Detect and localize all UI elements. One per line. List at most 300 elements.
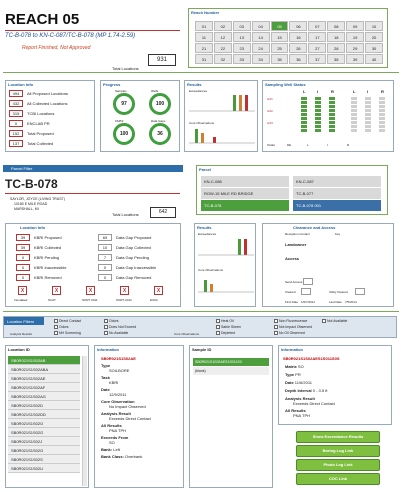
sws-cell bbox=[329, 109, 335, 112]
progress-label: Samples bbox=[115, 89, 127, 93]
sws-footer: DE bbox=[287, 143, 292, 147]
progress-circle: 100 bbox=[149, 93, 171, 115]
info-key: All Results bbox=[101, 423, 122, 428]
tc-title: TC-B-078 bbox=[5, 177, 58, 191]
location-info-label: All Proposed Locations bbox=[27, 91, 68, 96]
info1-id: SB0R021S1S02AE bbox=[101, 356, 136, 361]
reach-cell-24[interactable]: 24 bbox=[252, 43, 270, 53]
datagap-value: 10 bbox=[98, 244, 112, 251]
sampling-well-status-panel: Sampling Well Status L I R L I R GZ1 GZ2 GZ3 Totals DE L I R bbox=[262, 80, 394, 152]
parcel-item[interactable]: TC-B-078 bbox=[201, 200, 289, 211]
bar bbox=[233, 95, 236, 111]
sws-footer: I bbox=[327, 143, 328, 147]
reach-cell-33[interactable]: 33 bbox=[233, 54, 251, 64]
kbri-label: KBRI Removed bbox=[34, 275, 62, 280]
location-info2-panel: Location Info 39 KBRI Proposed 69 Data Gap Proposed 39 KBRI Collected 10 Data Gap Collected 0 KBRI Pending 7 Data Gap Pending 0 KBRI Inaccessible 0 Data Gap Inaccessible 0 KBRI Removed 0 Data Gap Removed X Inundated X SCAT X SORT 2011 X SORT 2012 X EVAC bbox=[5, 223, 181, 307]
filter-checkbox[interactable] bbox=[216, 319, 234, 323]
location-id-item[interactable]: SB0R021S1S02S bbox=[8, 455, 80, 464]
sws-cell bbox=[365, 113, 371, 116]
filter-label: No Available bbox=[108, 331, 129, 335]
clearance-panel: Clearance and Access Reception Contact Key Landowner Access Send Access Cleared Utility Cleared First Date 1/6/7/2011 Last Date 7/5/2014 bbox=[262, 223, 394, 307]
exceedances-chart2 bbox=[198, 237, 254, 259]
bar bbox=[245, 95, 248, 111]
sws-cell bbox=[315, 109, 321, 112]
filter-label: Sable Sheen bbox=[220, 325, 242, 329]
utility-cleared-box bbox=[355, 288, 365, 295]
reach-cell-13[interactable]: 13 bbox=[233, 32, 251, 42]
info-key: Matrix bbox=[285, 364, 298, 369]
sws-cell bbox=[365, 97, 371, 100]
location-id-item[interactable]: SB0R021S1S02O bbox=[8, 419, 80, 428]
sws-footer: Totals bbox=[267, 143, 275, 147]
reach-cell-35[interactable]: 35 bbox=[271, 54, 289, 64]
info-field bbox=[285, 380, 312, 385]
filter-label: Not Impact Observed bbox=[278, 325, 313, 329]
filter-label: NH Screening bbox=[58, 331, 81, 335]
first-date-label: First Date bbox=[285, 300, 299, 304]
parcel-item[interactable]: ROW-15 MILE RD BRIDGE bbox=[201, 188, 289, 199]
info-key: Analysis Result bbox=[285, 396, 315, 401]
sws-cell bbox=[351, 117, 357, 120]
info-value: Exceeds Direct Contact bbox=[109, 416, 151, 421]
sws-header: I bbox=[367, 89, 369, 94]
sws-cell bbox=[329, 97, 335, 100]
sws-row-label: GZ1 bbox=[267, 97, 273, 101]
info-key: Bank: bbox=[101, 447, 114, 452]
sws-cell bbox=[329, 121, 335, 124]
coc-link-button[interactable]: COC Link bbox=[296, 473, 380, 485]
page-title: REACH 05 bbox=[5, 11, 80, 28]
sws-row-label: GZ2 bbox=[267, 109, 273, 113]
reach-cell-20[interactable]: 20 bbox=[365, 32, 383, 42]
reach-cell-04[interactable]: 04 bbox=[252, 21, 270, 31]
reach-cell-15[interactable]: 15 bbox=[271, 32, 289, 42]
sws-cell bbox=[315, 97, 321, 100]
reach-grid bbox=[195, 21, 383, 64]
kbri-label: KBRI Inaccessible bbox=[34, 265, 67, 270]
sws-cell bbox=[365, 117, 371, 120]
location-id-item[interactable]: SB0R021S1S02ABA bbox=[8, 365, 80, 374]
sws-cell bbox=[301, 109, 307, 112]
reach-cell-34[interactable]: 34 bbox=[252, 54, 270, 64]
kbri-value: 39 bbox=[16, 234, 30, 241]
reach-cell-14[interactable]: 14 bbox=[252, 32, 270, 42]
info-value: PR bbox=[295, 372, 301, 377]
sample-id-panel: Sample ID SB0R021S1S02AES1S011S0 (blank) bbox=[189, 345, 273, 488]
info-key: Analysis Result bbox=[101, 411, 131, 416]
filter-checkbox[interactable] bbox=[104, 331, 128, 335]
location-info-row bbox=[9, 89, 95, 98]
location-id-panel: Location ID SB0R021S1S02AB SB0R021S1S02ABA SB0R021S1S02AE SB0R021S1S02AF SB0R021S1S02AG SB0R021S1S02D SB0R021S1S02DD SB0R021S1S02O SB0R021S1S02G SB0R021S1S02J SB0R021S1S02O SB0R021S1S02S SB0R021S1S02U bbox=[5, 345, 89, 488]
sws-cell bbox=[329, 105, 335, 108]
reach-cell-30[interactable]: 30 bbox=[365, 43, 383, 53]
title-underline bbox=[5, 30, 180, 31]
info-value: Left bbox=[113, 447, 120, 452]
progress-circle: 97 bbox=[113, 93, 135, 115]
sws-cell bbox=[351, 121, 357, 124]
reach-cell-25[interactable]: 25 bbox=[271, 43, 289, 53]
bar bbox=[201, 133, 204, 143]
reach-cell-09[interactable]: 09 bbox=[346, 21, 364, 31]
sws-footer: L bbox=[307, 143, 309, 147]
parcel-panel: Parcel KN-C-085 KN-C-087 ROW-15 MILE RD BRIDGE TC-B-077 TC-B-078 TC-B-078 001 bbox=[196, 165, 388, 215]
x-box[interactable]: X bbox=[52, 286, 61, 295]
filter-label: Does Not Exceed bbox=[108, 325, 137, 329]
sample-id-blank[interactable]: (blank) bbox=[193, 367, 269, 375]
filter-checkbox[interactable] bbox=[54, 319, 81, 323]
location-info-value: 432 bbox=[9, 100, 23, 107]
bar bbox=[213, 137, 216, 143]
progress-label: Data Gaps bbox=[151, 119, 166, 123]
kbri-label: KBRI Pending bbox=[34, 255, 60, 260]
filter-label: Depleted bbox=[220, 331, 235, 335]
sws-cell bbox=[301, 121, 307, 124]
sws-cell bbox=[315, 125, 321, 128]
sws-cell bbox=[365, 121, 371, 124]
sws-header: R bbox=[331, 89, 334, 94]
sws-header: R bbox=[381, 89, 384, 94]
kbri-value: 0 bbox=[16, 274, 30, 281]
sws-cell bbox=[351, 113, 357, 116]
sws-cell bbox=[365, 105, 371, 108]
reception-contact-label: Reception Contact bbox=[285, 232, 310, 236]
location-info-row bbox=[9, 99, 95, 108]
info-key: Exceeds From bbox=[101, 435, 129, 440]
sws-cell bbox=[301, 97, 307, 100]
filter-checkbox[interactable] bbox=[104, 325, 136, 329]
reach-cell-23[interactable]: 23 bbox=[233, 43, 251, 53]
filter-label: No Oil Observed bbox=[278, 331, 305, 335]
sws-cell bbox=[301, 129, 307, 132]
sws-cell bbox=[365, 109, 371, 112]
location-info-value: 152 bbox=[9, 130, 23, 137]
address-line2: MARSHALL, MI bbox=[14, 207, 39, 211]
reach-cell-40[interactable]: 40 bbox=[365, 54, 383, 64]
location-info-label: TCBI Locations bbox=[27, 111, 55, 116]
kbri-value: 0 bbox=[16, 264, 30, 271]
location-info-row bbox=[9, 139, 95, 148]
sws-cell bbox=[365, 129, 371, 132]
filter-label: Odors bbox=[58, 325, 69, 329]
location-info-label: Total Proposed bbox=[27, 131, 54, 136]
progress-circle: 100 bbox=[113, 123, 135, 145]
bar bbox=[244, 239, 247, 255]
x-box[interactable]: X bbox=[18, 286, 27, 295]
x-box[interactable]: X bbox=[120, 286, 129, 295]
kbri-value: 0 bbox=[16, 254, 30, 261]
reach-cell-07[interactable]: 07 bbox=[308, 21, 326, 31]
sws-cell bbox=[329, 129, 335, 132]
sws-cell bbox=[365, 101, 371, 104]
filter-label: Not Available bbox=[326, 319, 348, 323]
divider2 bbox=[3, 311, 399, 312]
sws-cell bbox=[301, 125, 307, 128]
x-label: SCAT bbox=[48, 298, 56, 302]
location-info-value: 494 bbox=[9, 90, 23, 97]
info-value: PNA TPH bbox=[109, 428, 127, 433]
exceedances-label: Exceedances bbox=[198, 232, 217, 236]
progress-label: Wells bbox=[151, 89, 159, 93]
sws-cell bbox=[315, 113, 321, 116]
datagap-label: Data Gap Inaccessible bbox=[116, 265, 157, 270]
datagap-value: 7 bbox=[98, 254, 112, 261]
reach-cell-02[interactable]: 02 bbox=[214, 21, 232, 31]
x-box[interactable]: X bbox=[86, 286, 95, 295]
location-info-value: 0 bbox=[9, 120, 23, 127]
location-info-row bbox=[9, 119, 95, 128]
x-box[interactable]: X bbox=[154, 286, 163, 295]
datagap-value: 0 bbox=[98, 264, 112, 271]
address-line1: 10180 E MILE ROAD bbox=[14, 202, 48, 206]
sws-cell bbox=[351, 105, 357, 108]
x-label: SORT 2012 bbox=[116, 298, 132, 302]
exceedances-label: Exceedances bbox=[189, 89, 208, 93]
location-id-item[interactable]: SB0R021S1S02J bbox=[8, 437, 80, 446]
parcel-item[interactable]: TC-B-078 001 bbox=[293, 200, 381, 211]
reach-cell-03[interactable]: 03 bbox=[233, 21, 251, 31]
info-field bbox=[285, 388, 327, 393]
datagap-value: 0 bbox=[98, 274, 112, 281]
datagap-label: Data Gap Collected bbox=[116, 245, 151, 250]
info-key: Depth Interval bbox=[285, 388, 313, 393]
sws-cell bbox=[329, 113, 335, 116]
reach-cell-32[interactable]: 32 bbox=[214, 54, 232, 64]
reach-cell-36[interactable]: 36 bbox=[289, 54, 307, 64]
sws-header: L bbox=[303, 89, 306, 94]
sws-row-label: GZ3 bbox=[267, 121, 273, 125]
info-value: 0 - 0.5 ft bbox=[312, 388, 328, 393]
info-field bbox=[101, 454, 142, 459]
divider bbox=[3, 72, 399, 73]
info-key: All Results bbox=[285, 408, 306, 413]
sws-cell bbox=[351, 101, 357, 104]
datagap-value: 69 bbox=[98, 234, 112, 241]
exceedances-chart bbox=[189, 93, 255, 115]
sws-cell bbox=[301, 101, 307, 104]
core-observations-chart2 bbox=[198, 274, 254, 296]
sws-cell bbox=[351, 125, 357, 128]
kbri-label: KBRI Proposed bbox=[34, 235, 62, 240]
location-id-item[interactable]: SB0R021S1S02AF bbox=[8, 383, 80, 392]
parcel-item[interactable]: KN-C-087 bbox=[293, 176, 381, 187]
sws-cell bbox=[315, 129, 321, 132]
parcel-item[interactable]: TC-B-077 bbox=[293, 188, 381, 199]
cleared-box bbox=[301, 288, 311, 295]
analysis-results-label: Analysis Results bbox=[10, 332, 33, 336]
reach-cell-39[interactable]: 39 bbox=[346, 54, 364, 64]
info-value: 12/9/2011 bbox=[109, 392, 127, 397]
sws-cell bbox=[315, 117, 321, 120]
reach-cell-31[interactable]: 31 bbox=[195, 54, 213, 64]
location-info-label: Total Collected bbox=[27, 141, 54, 146]
reach-cell-12[interactable]: 12 bbox=[214, 32, 232, 42]
location-info-value: 137 bbox=[9, 140, 23, 147]
parcel-filter-label: Parcel Filter bbox=[11, 166, 33, 171]
key-label: Key bbox=[335, 232, 341, 236]
info-key: Type bbox=[285, 372, 296, 377]
filter-checkbox[interactable] bbox=[54, 331, 81, 335]
datagap-label: Data Gap Pending bbox=[116, 255, 149, 260]
cleared-label: Cleared bbox=[285, 290, 296, 294]
location-id-item[interactable]: SB0R021S1S02AG bbox=[8, 392, 80, 401]
info-value: KBRI bbox=[109, 380, 119, 385]
tc-total-label: Total Locations bbox=[112, 212, 139, 217]
boring-log-link-button[interactable]: Boring Log Link bbox=[296, 445, 380, 457]
sample-id-selected[interactable]: SB0R021S1S02AES1S011S0 bbox=[193, 358, 269, 366]
location-info-row bbox=[9, 109, 95, 118]
info-key: Core Observation bbox=[101, 399, 135, 404]
location-id-item-selected[interactable]: SB0R021S1S02AB bbox=[8, 356, 80, 365]
sws-cell bbox=[365, 125, 371, 128]
reach-cell-18[interactable]: 18 bbox=[327, 32, 345, 42]
reach-cell-38[interactable]: 38 bbox=[327, 54, 345, 64]
info-field bbox=[285, 364, 304, 369]
bar bbox=[239, 95, 242, 111]
parcel-item[interactable]: KN-C-085 bbox=[201, 176, 289, 187]
info-value: No Impact Observed bbox=[109, 404, 146, 409]
send-access-box bbox=[303, 278, 313, 285]
reach-cell-01[interactable]: 01 bbox=[195, 21, 213, 31]
sws-header: I bbox=[317, 89, 319, 94]
reach-cell-11[interactable]: 11 bbox=[195, 32, 213, 42]
reach-cell-05[interactable]: 05 bbox=[271, 21, 289, 31]
info-value: Overbank bbox=[125, 454, 143, 459]
location-id-item[interactable]: SB0R021S1S02U bbox=[8, 464, 80, 473]
core-observations-filter-label: Core Observations bbox=[174, 332, 200, 336]
results-panel: Results Exceedances Core Observations bbox=[184, 80, 258, 152]
bar bbox=[195, 129, 198, 143]
reach-cell-26[interactable]: 26 bbox=[289, 43, 307, 53]
reach-cell-28[interactable]: 28 bbox=[327, 43, 345, 53]
kbri-value: 39 bbox=[16, 244, 30, 251]
reach-cell-21[interactable]: 21 bbox=[195, 43, 213, 53]
parcel-filter-bar bbox=[3, 165, 183, 172]
filter-label: Direct Contact bbox=[58, 319, 82, 323]
reach-cell-06[interactable]: 06 bbox=[289, 21, 307, 31]
kbri-label: KBRI Collected bbox=[34, 245, 62, 250]
info-key: Bank Class: bbox=[101, 454, 126, 459]
tc-total-value: 642 bbox=[150, 207, 176, 218]
info-key: Date bbox=[285, 380, 295, 385]
location-id-item[interactable]: SB0R021S1S02O bbox=[8, 446, 80, 455]
reach-cell-27[interactable]: 27 bbox=[308, 43, 326, 53]
sws-footer: R bbox=[347, 143, 350, 147]
info-value: SO bbox=[109, 440, 115, 445]
filter-checkbox[interactable] bbox=[274, 319, 307, 323]
send-access-label: Send Access bbox=[285, 280, 303, 284]
reach-cell-17[interactable]: 17 bbox=[308, 32, 326, 42]
sws-cell bbox=[315, 105, 321, 108]
bar bbox=[204, 280, 207, 292]
page-subtitle: TC-B-078 to KN-C-087/TC-B-078 (MP 1.74-2.59) bbox=[5, 33, 136, 39]
location-id-item[interactable]: SB0R021S1S02DD bbox=[8, 410, 80, 419]
sws-cell bbox=[301, 113, 307, 116]
info-key: Task bbox=[101, 375, 110, 380]
sws-cell bbox=[379, 117, 385, 120]
info-value: SO bbox=[297, 364, 304, 369]
location-id-item[interactable]: SB0R021S1S02AE bbox=[8, 374, 80, 383]
filter-label: Non Fluorescence bbox=[278, 319, 308, 323]
reach-cell-10[interactable]: 10 bbox=[365, 21, 383, 31]
progress-label: KMIW bbox=[115, 119, 124, 123]
sws-cell bbox=[379, 113, 385, 116]
location-filters-bar bbox=[3, 316, 397, 338]
utility-cleared-label: Utility Cleared bbox=[329, 290, 348, 294]
info-key: Date bbox=[101, 387, 110, 392]
sws-cell bbox=[315, 101, 321, 104]
progress-panel: Progress Samples 97 Wells 100 KMIW 100 Data Gaps 36 bbox=[100, 80, 180, 152]
x-label: EVAC bbox=[150, 298, 158, 302]
landowner-label: Landowner bbox=[285, 242, 307, 247]
show-exceedance-results-button[interactable]: Show Exceedance Results bbox=[296, 431, 380, 443]
last-date-value: 7/5/2014 bbox=[345, 300, 357, 304]
sws-cell bbox=[329, 117, 335, 120]
location-id-item[interactable]: SB0R021S1S02D bbox=[8, 401, 80, 410]
last-date-label: Last Date bbox=[329, 300, 342, 304]
filter-label: Heat Oil bbox=[220, 319, 234, 323]
sws-cell bbox=[379, 97, 385, 100]
first-date-value: 1/6/7/2011 bbox=[301, 300, 315, 304]
sws-cell bbox=[301, 105, 307, 108]
reach-cell-16[interactable]: 16 bbox=[289, 32, 307, 42]
core-observations-chart bbox=[189, 125, 255, 147]
reach-cell-19[interactable]: 19 bbox=[346, 32, 364, 42]
info-value: Exceeds Direct Contact bbox=[293, 401, 335, 406]
sws-cell bbox=[329, 101, 335, 104]
status-text: Report Finished, Not Approved bbox=[22, 45, 91, 51]
reach-cell-37[interactable]: 37 bbox=[308, 54, 326, 64]
filter-checkbox[interactable] bbox=[274, 325, 312, 329]
sws-cell bbox=[379, 101, 385, 104]
location-id-item[interactable]: SB0R021S1S02G bbox=[8, 428, 80, 437]
scrollbar[interactable] bbox=[82, 356, 87, 486]
filter-checkbox[interactable] bbox=[216, 331, 235, 335]
info-field bbox=[285, 372, 301, 377]
core-observations-label: Core Observations bbox=[189, 121, 215, 125]
location-id-list bbox=[8, 356, 80, 473]
filter-label: Odors bbox=[108, 319, 119, 323]
sws-cell bbox=[379, 109, 385, 112]
results2-panel: Results Exceedances Core Observations bbox=[194, 223, 256, 307]
photo-log-link-button[interactable]: Photo Log Link bbox=[296, 459, 380, 471]
filter-checkbox[interactable] bbox=[216, 325, 241, 329]
info2-id: SB0R021S1S02AES1S011S0S bbox=[283, 356, 340, 361]
reach-cell-29[interactable]: 29 bbox=[346, 43, 364, 53]
filter-checkbox[interactable] bbox=[104, 319, 119, 323]
sws-cell bbox=[329, 125, 335, 128]
filter-checkbox[interactable] bbox=[54, 325, 69, 329]
reach-cell-22[interactable]: 22 bbox=[214, 43, 232, 53]
datagap-label: Data Gap Proposed bbox=[116, 235, 152, 240]
information1-panel: Information SB0R021S1S02AE Type SOILBORE Task KBRI Date 12/9/2011 Core Observation No Impact Observed Analysis Result Exceeds Direct Contact All Results PNA TPH Exceeds From SO Bank: Left Bank Class: Overbank bbox=[94, 345, 184, 488]
info-value: SOILBORE bbox=[109, 368, 130, 373]
core-observations-label: Core Observations bbox=[198, 268, 224, 272]
location-info-value: 315 bbox=[9, 110, 23, 117]
info-field bbox=[101, 447, 120, 452]
filter-checkbox[interactable] bbox=[274, 331, 305, 335]
sws-cell bbox=[315, 121, 321, 124]
filter-checkbox[interactable] bbox=[322, 319, 347, 323]
sws-cell bbox=[379, 121, 385, 124]
x-label: Inundated bbox=[14, 298, 28, 302]
info-value: 11/6/2011 bbox=[294, 380, 312, 385]
location-info-label: All Collected Locations bbox=[27, 101, 68, 106]
location-info-panel: Location Info 494 All Proposed Locations 432 All Collected Locations 315 TCBI Locations 0 ENCLAB PR 152 Total Proposed 137 Total Collected bbox=[5, 80, 95, 152]
owner-name: SAYLOR, JOYCE (LIVING TRUST) bbox=[10, 197, 65, 201]
location-filters-title: Location Filters bbox=[7, 319, 35, 324]
reach-cell-08[interactable]: 08 bbox=[327, 21, 345, 31]
sws-header: L bbox=[353, 89, 356, 94]
